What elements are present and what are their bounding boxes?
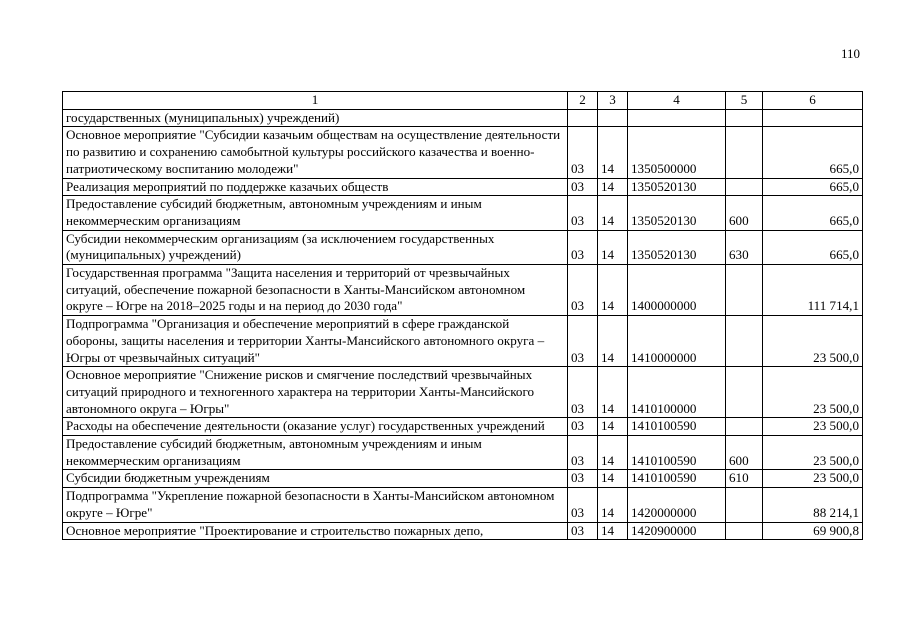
cell-name: Основное мероприятие "Проектирование и строительство пожарных депо, xyxy=(63,522,568,540)
table-row xyxy=(63,436,863,470)
cell-expense-type: 610 xyxy=(726,470,763,488)
cell-expense-type xyxy=(726,488,763,522)
cell-expense-type xyxy=(726,127,763,178)
cell-section: 03 xyxy=(568,418,598,436)
cell-expense-type xyxy=(726,109,763,127)
cell-subsection xyxy=(598,109,628,127)
cell-subsection: 14 xyxy=(598,127,628,178)
cell-section: 03 xyxy=(568,470,598,488)
cell-expense-type: 600 xyxy=(726,196,763,230)
cell-target-article xyxy=(628,109,726,127)
cell-section: 03 xyxy=(568,230,598,264)
header-col-rz: 2 xyxy=(568,92,598,110)
cell-target-article: 1410000000 xyxy=(628,316,726,367)
cell-name: Предоставление субсидий бюджетным, автономным учреждениям и иным некоммерческим организациям xyxy=(63,436,568,470)
table-row xyxy=(63,522,863,540)
cell-amount: 23 500,0 xyxy=(763,436,863,470)
cell-subsection: 14 xyxy=(598,265,628,316)
header-col-sum: 6 xyxy=(763,92,863,110)
cell-target-article: 1420900000 xyxy=(628,522,726,540)
table-row xyxy=(63,109,863,127)
cell-section: 03 xyxy=(568,196,598,230)
cell-subsection: 14 xyxy=(598,230,628,264)
cell-section: 03 xyxy=(568,127,598,178)
cell-expense-type xyxy=(726,522,763,540)
table-row xyxy=(63,470,863,488)
cell-expense-type: 630 xyxy=(726,230,763,264)
cell-amount xyxy=(763,109,863,127)
cell-subsection: 14 xyxy=(598,470,628,488)
cell-target-article: 1410100000 xyxy=(628,367,726,418)
cell-target-article: 1410100590 xyxy=(628,470,726,488)
cell-section: 03 xyxy=(568,367,598,418)
table-row xyxy=(63,230,863,264)
cell-subsection: 14 xyxy=(598,418,628,436)
cell-amount: 665,0 xyxy=(763,230,863,264)
cell-name: Государственная программа "Защита населения и территорий от чрезвычайных ситуаций, обеспечение пожарной безопасности в Ханты-Мансийском автономном округе – Югре на 2018–2025 годы и на период до 2030 года" xyxy=(63,265,568,316)
cell-subsection: 14 xyxy=(598,367,628,418)
table-row xyxy=(63,488,863,522)
cell-section: 03 xyxy=(568,436,598,470)
cell-expense-type xyxy=(726,316,763,367)
table-row xyxy=(63,367,863,418)
cell-subsection: 14 xyxy=(598,522,628,540)
cell-name: Субсидии некоммерческим организациям (за исключением государственных (муниципальных) учреждений) xyxy=(63,230,568,264)
cell-target-article: 1400000000 xyxy=(628,265,726,316)
cell-subsection: 14 xyxy=(598,196,628,230)
cell-subsection: 14 xyxy=(598,488,628,522)
cell-section: 03 xyxy=(568,316,598,367)
cell-subsection: 14 xyxy=(598,178,628,196)
header-col-vr: 5 xyxy=(726,92,763,110)
table-header-row xyxy=(63,92,863,110)
cell-target-article: 1410100590 xyxy=(628,418,726,436)
cell-expense-type xyxy=(726,418,763,436)
cell-name: Подпрограмма "Укрепление пожарной безопасности в Ханты-Мансийском автономном округе – Югре" xyxy=(63,488,568,522)
cell-name: Основное мероприятие "Субсидии казачьим обществам на осуществление деятельности по развитию и сохранению самобытной культуры российского казачества и военно-патриотическому воспитанию молодежи" xyxy=(63,127,568,178)
table-row xyxy=(63,196,863,230)
cell-amount: 69 900,8 xyxy=(763,522,863,540)
cell-subsection: 14 xyxy=(598,436,628,470)
cell-target-article: 1350520130 xyxy=(628,230,726,264)
page-number: 110 xyxy=(840,46,860,61)
table-row xyxy=(63,127,863,178)
cell-expense-type xyxy=(726,265,763,316)
header-col-name: 1 xyxy=(63,92,568,110)
cell-amount: 88 214,1 xyxy=(763,488,863,522)
cell-amount: 23 500,0 xyxy=(763,367,863,418)
cell-amount: 665,0 xyxy=(763,127,863,178)
cell-section: 03 xyxy=(568,265,598,316)
cell-expense-type xyxy=(726,367,763,418)
cell-name: Подпрограмма "Организация и обеспечение мероприятий в сфере гражданской обороны, защиты населения и территории Ханты-Мансийского автономного округа – Югры от чрезвычайных ситуаций" xyxy=(63,316,568,367)
budget-table xyxy=(62,91,863,540)
cell-amount: 111 714,1 xyxy=(763,265,863,316)
cell-section xyxy=(568,109,598,127)
cell-amount: 23 500,0 xyxy=(763,418,863,436)
cell-subsection: 14 xyxy=(598,316,628,367)
cell-name: Расходы на обеспечение деятельности (оказание услуг) государственных учреждений xyxy=(63,418,568,436)
cell-target-article: 1350500000 xyxy=(628,127,726,178)
table-body xyxy=(63,109,863,540)
table-row xyxy=(63,418,863,436)
cell-target-article: 1350520130 xyxy=(628,196,726,230)
table-row xyxy=(63,316,863,367)
header-col-prz: 3 xyxy=(598,92,628,110)
cell-target-article: 1410100590 xyxy=(628,436,726,470)
header-col-csr: 4 xyxy=(628,92,726,110)
cell-name: Реализация мероприятий по поддержке казачьих обществ xyxy=(63,178,568,196)
cell-name: Основное мероприятие "Снижение рисков и смягчение последствий чрезвычайных ситуаций природного и техногенного характера на территории Ханты-Мансийского автономного округа – Югры" xyxy=(63,367,568,418)
cell-amount: 665,0 xyxy=(763,196,863,230)
table-row xyxy=(63,178,863,196)
cell-section: 03 xyxy=(568,178,598,196)
cell-name: Субсидии бюджетным учреждениям xyxy=(63,470,568,488)
cell-amount: 23 500,0 xyxy=(763,316,863,367)
cell-amount: 23 500,0 xyxy=(763,470,863,488)
cell-section: 03 xyxy=(568,488,598,522)
cell-section: 03 xyxy=(568,522,598,540)
cell-target-article: 1350520130 xyxy=(628,178,726,196)
cell-amount: 665,0 xyxy=(763,178,863,196)
cell-name: Предоставление субсидий бюджетным, автономным учреждениям и иным некоммерческим организациям xyxy=(63,196,568,230)
cell-expense-type xyxy=(726,178,763,196)
cell-name: государственных (муниципальных) учреждений) xyxy=(63,109,568,127)
cell-target-article: 1420000000 xyxy=(628,488,726,522)
table-row xyxy=(63,265,863,316)
cell-expense-type: 600 xyxy=(726,436,763,470)
